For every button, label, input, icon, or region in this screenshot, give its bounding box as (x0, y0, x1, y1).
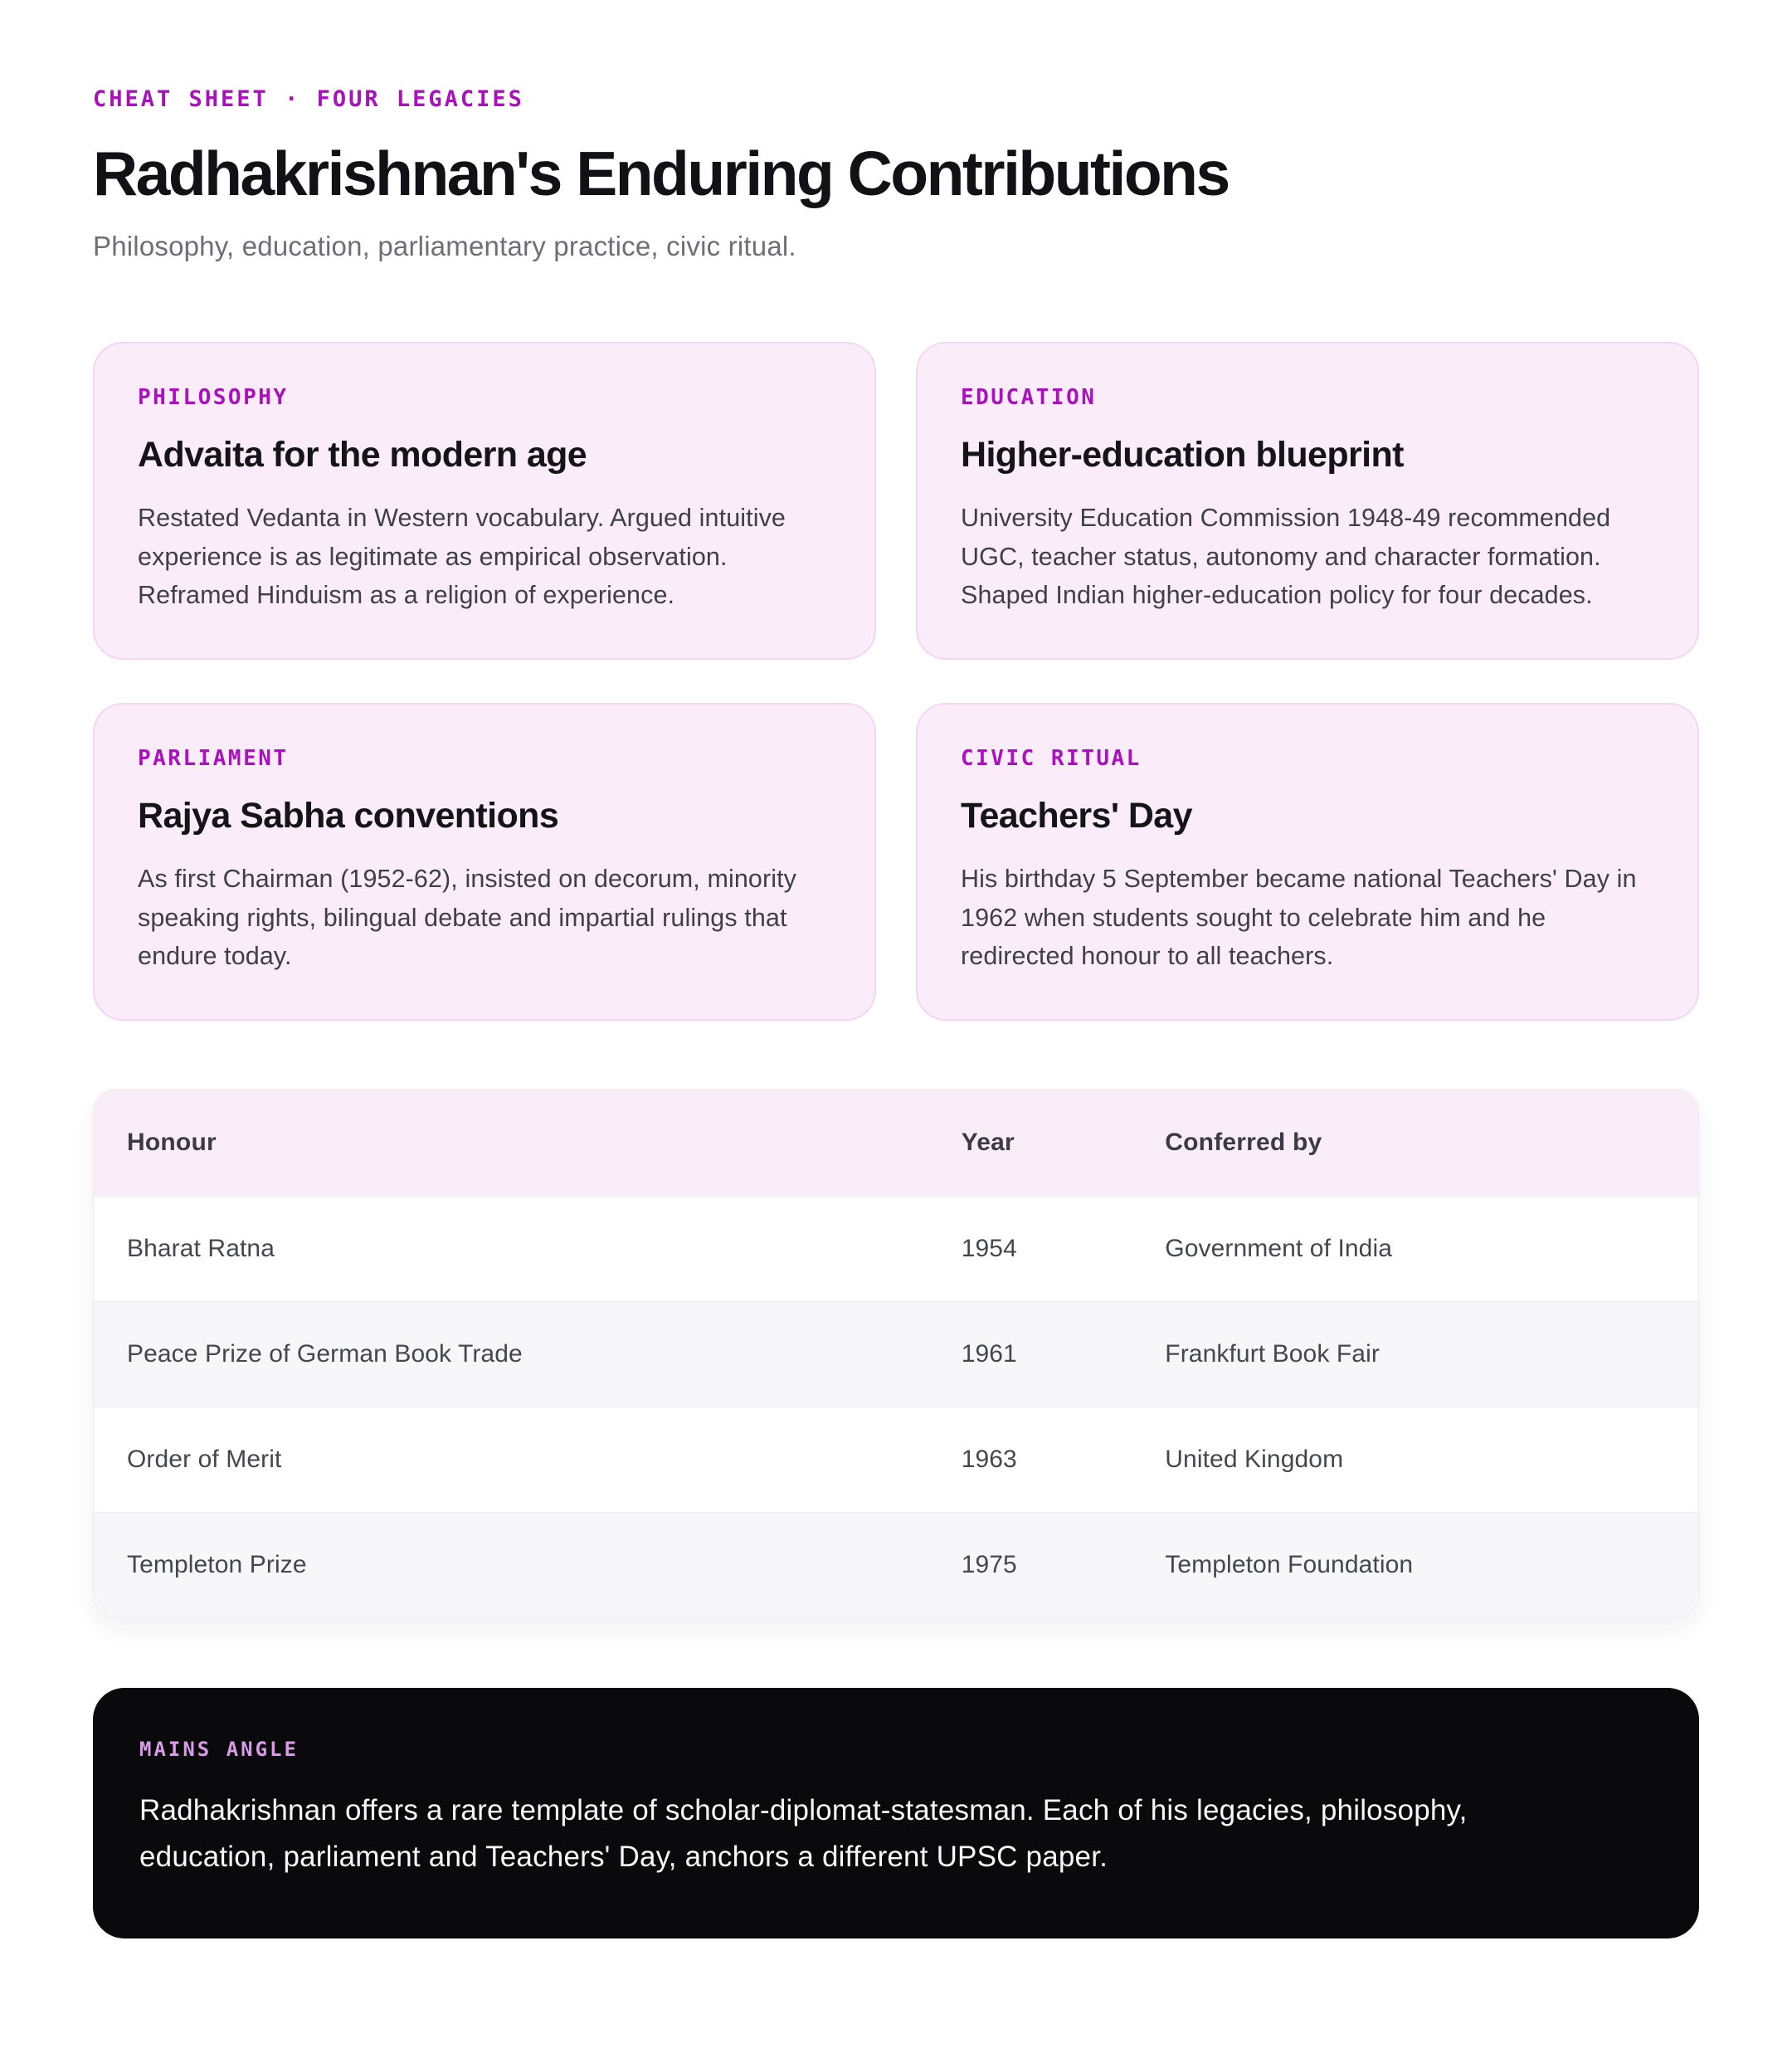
card-body: As first Chairman (1952-62), insisted on decorum, minority speaking rights, bilingual debate and impartial rulings that endure today. (138, 864, 797, 971)
year-cell: 1954 (961, 1234, 1017, 1262)
card-label: PHILOSOPHY (138, 385, 289, 410)
column-header-honour: Honour (127, 1128, 217, 1156)
year-cell: 1963 (961, 1445, 1017, 1473)
conferred-by-cell: United Kingdom (1165, 1445, 1344, 1473)
table-row (94, 1512, 1698, 1617)
page-subtitle: Philosophy, education, parliamentary practice, civic ritual. (93, 231, 796, 261)
card-body: His birthday 5 September became national Teachers' Day in 1962 when students sought to celebrate him and he redirected honour to all teachers. (961, 864, 1637, 971)
honours-table (93, 1089, 1699, 1618)
card-label: PARLIAMENT (138, 745, 289, 771)
card-title: Teachers' Day (961, 795, 1192, 836)
card-parliament (93, 703, 876, 1021)
honour-cell: Peace Prize of German Book Trade (127, 1339, 523, 1368)
honour-cell: Bharat Ratna (127, 1234, 275, 1262)
column-header-conferred-by: Conferred by (1165, 1128, 1322, 1156)
card-label: EDUCATION (961, 385, 1097, 410)
table-header-row (94, 1090, 1698, 1197)
conferred-by-cell: Templeton Foundation (1165, 1550, 1414, 1578)
mains-angle-label: MAINS ANGLE (139, 1737, 299, 1761)
card-education (916, 342, 1699, 660)
card-title: Higher-education blueprint (961, 435, 1404, 475)
mains-angle-panel (93, 1688, 1699, 1938)
card-label: CIVIC RITUAL (961, 745, 1142, 771)
year-cell: 1961 (961, 1339, 1017, 1368)
column-header-year: Year (961, 1128, 1015, 1156)
table-row (94, 1301, 1698, 1407)
page-title: Radhakrishnan's Enduring Contributions (93, 139, 1229, 208)
card-title: Rajya Sabha conventions (138, 795, 559, 836)
honour-cell: Order of Merit (127, 1445, 282, 1473)
legacy-cards-grid (93, 342, 1699, 1021)
eyebrow: CHEAT SHEET · FOUR LEGACIES (93, 86, 524, 112)
card-philosophy (93, 342, 876, 660)
card-title: Advaita for the modern age (138, 435, 587, 475)
year-cell: 1975 (961, 1550, 1017, 1578)
conferred-by-cell: Government of India (1165, 1234, 1393, 1262)
conferred-by-cell: Frankfurt Book Fair (1165, 1339, 1380, 1368)
table-row (94, 1407, 1698, 1512)
card-body: Restated Vedanta in Western vocabulary. Argued intuitive experience is as legitimate as empirical observation. Reframed Hinduism as a religion of experience. (138, 504, 786, 610)
card-civic-ritual (916, 703, 1699, 1021)
mains-angle-body: Radhakrishnan offers a rare template of scholar-diplomat-statesman. Each of his legacies, philosophy, education, parliament and Teachers' Day, anchors a different UPSC paper. (139, 1793, 1468, 1873)
card-body: University Education Commission 1948-49 recommended UGC, teacher status, autonomy and character formation. Shaped Indian higher-education policy for four decades. (961, 504, 1611, 610)
honour-cell: Templeton Prize (127, 1550, 307, 1578)
table-row (94, 1196, 1698, 1301)
